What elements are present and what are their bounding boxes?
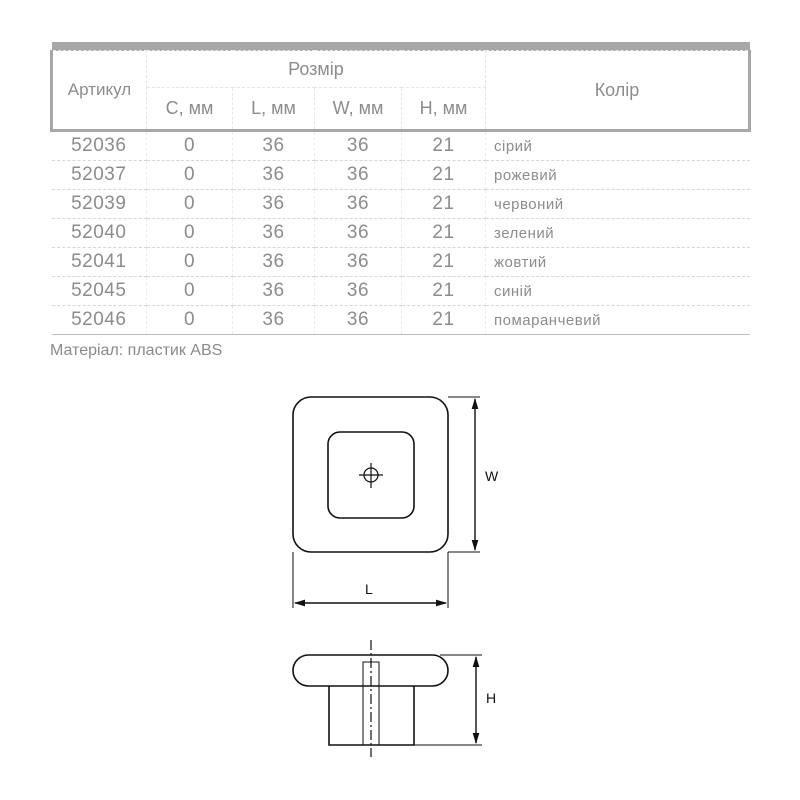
header-c: C, мм: [147, 88, 233, 131]
length-label: L: [365, 581, 373, 597]
cell-color: помаранчевий: [486, 306, 750, 335]
cell-c: 0: [147, 190, 233, 219]
cell-c: 0: [147, 277, 233, 306]
cell-h: 21: [402, 161, 486, 190]
cell-article: 52045: [52, 277, 147, 306]
cell-l: 36: [233, 277, 315, 306]
cell-l: 36: [233, 131, 315, 161]
material-note: Матеріал: пластик ABS: [50, 342, 223, 359]
cell-c: 0: [147, 219, 233, 248]
cell-w: 36: [315, 190, 402, 219]
cell-c: 0: [147, 306, 233, 335]
header-l: L, мм: [233, 88, 315, 131]
cell-color: сірий: [486, 131, 750, 161]
cell-article: 52039: [52, 190, 147, 219]
cell-article: 52040: [52, 219, 147, 248]
cell-color: синій: [486, 277, 750, 306]
header-h: H, мм: [402, 88, 486, 131]
cell-w: 36: [315, 161, 402, 190]
cell-h: 21: [402, 190, 486, 219]
header-article: Артикул: [52, 51, 147, 131]
cell-h: 21: [402, 306, 486, 335]
cell-h: 21: [402, 219, 486, 248]
cell-w: 36: [315, 131, 402, 161]
cell-w: 36: [315, 306, 402, 335]
cell-w: 36: [315, 248, 402, 277]
cell-article: 52046: [52, 306, 147, 335]
cell-l: 36: [233, 306, 315, 335]
cell-c: 0: [147, 161, 233, 190]
header-color: Колір: [486, 51, 750, 131]
cell-article: 52037: [52, 161, 147, 190]
cell-article: 52041: [52, 248, 147, 277]
header-w: W, мм: [315, 88, 402, 131]
cell-w: 36: [315, 219, 402, 248]
cell-h: 21: [402, 277, 486, 306]
cell-l: 36: [233, 219, 315, 248]
side-view: [293, 640, 496, 757]
cell-h: 21: [402, 248, 486, 277]
width-label: W: [485, 468, 499, 484]
height-label: H: [486, 690, 497, 706]
cell-c: 0: [147, 131, 233, 161]
cell-l: 36: [233, 248, 315, 277]
cell-w: 36: [315, 277, 402, 306]
cell-l: 36: [233, 190, 315, 219]
header-size-group: Розмір: [147, 51, 486, 88]
cell-color: зелений: [486, 219, 750, 248]
cell-article: 52036: [52, 131, 147, 161]
cell-color: жовтий: [486, 248, 750, 277]
cell-color: червоний: [486, 190, 750, 219]
top-view: [293, 397, 499, 608]
cell-c: 0: [147, 248, 233, 277]
center-crosshair-icon: [359, 463, 383, 488]
cell-color: рожевий: [486, 161, 750, 190]
cell-h: 21: [402, 131, 486, 161]
cell-l: 36: [233, 161, 315, 190]
